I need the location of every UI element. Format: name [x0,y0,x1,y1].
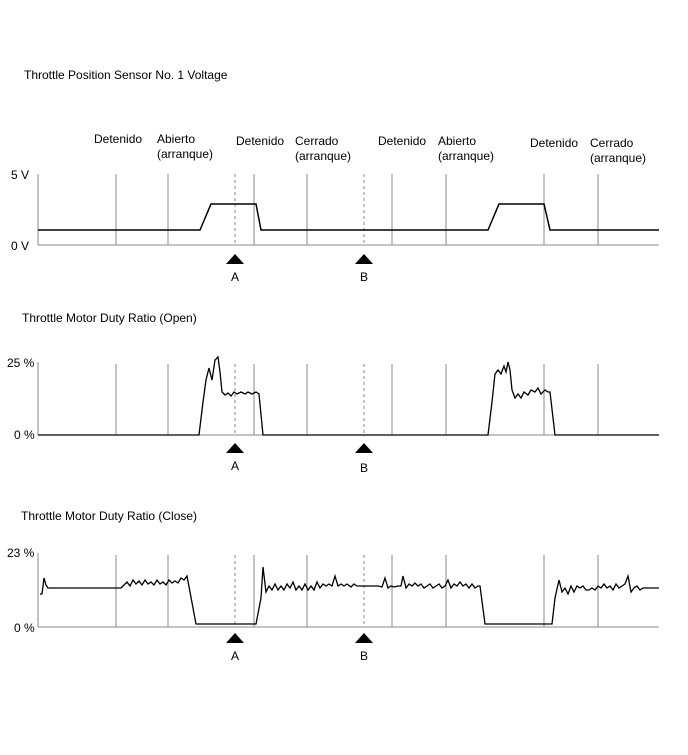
panel-tps-voltage [11,68,659,284]
marker-b-arrow [355,254,373,264]
marker-b-arrow [355,443,373,453]
state-label-2b: (arranque) [157,147,214,161]
marker-a-label: A [231,649,240,663]
p1-ymax-label: 5 V [11,168,30,182]
p2-ymax-label: 25 % [7,356,35,370]
panel1-title: Throttle Position Sensor No. 1 Voltage [24,68,228,82]
p1-grid [38,174,659,245]
p3-ymin-label: 0 % [14,621,35,635]
state-label-8b: (arranque) [590,151,647,165]
marker-a-label: A [231,459,240,473]
panel2-title: Throttle Motor Duty Ratio (Open) [22,311,197,325]
marker-a-arrow [226,254,244,264]
state-label-6b: (arranque) [438,149,495,163]
duty-close-trace [40,567,659,624]
panel3-title: Throttle Motor Duty Ratio (Close) [21,509,198,523]
state-label-7: Detenido [530,136,579,150]
p1-ymin-label: 0 V [11,239,30,253]
marker-b-label: B [360,270,369,284]
p2-ymin-label: 0 % [14,428,35,442]
state-label-1: Detenido [94,132,143,146]
panel-duty-open [7,311,659,475]
marker-a-arrow [226,633,244,643]
tps-voltage-trace [38,204,659,230]
marker-a-label: A [231,270,240,284]
duty-open-trace [38,357,659,435]
state-label-2: Abierto [157,132,196,146]
state-label-8: Cerrado [590,136,634,150]
panel-duty-close [7,509,659,663]
state-label-4: Cerrado [295,134,339,148]
marker-b-label: B [360,649,369,663]
state-label-4b: (arranque) [295,149,352,163]
marker-a-arrow [226,443,244,453]
state-labels [94,132,646,165]
state-label-5: Detenido [378,134,427,148]
marker-b-arrow [355,633,373,643]
state-label-6: Abierto [438,134,477,148]
p3-ymax-label: 23 % [7,546,35,560]
marker-b-label: B [360,461,369,475]
state-label-3: Detenido [236,134,285,148]
p2-grid [38,362,659,435]
